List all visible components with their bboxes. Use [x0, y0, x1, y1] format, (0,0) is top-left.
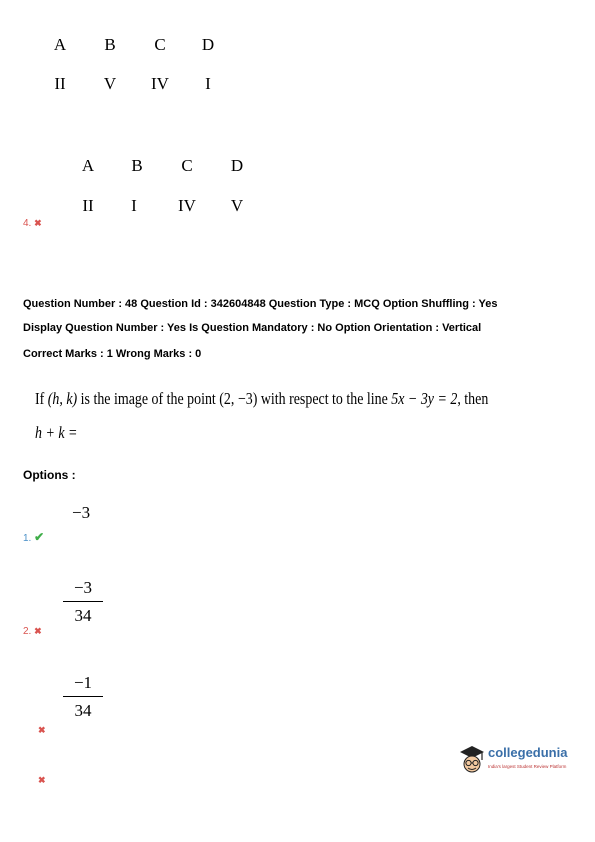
value-c: IV	[178, 196, 196, 215]
graduate-mascot-icon	[458, 744, 486, 778]
line-equation: 5x − 3y = 2	[391, 389, 458, 408]
value-a: II	[82, 196, 94, 215]
option-2-fraction	[63, 578, 103, 626]
fraction-bar	[63, 696, 103, 697]
option-number-label: 4.	[23, 218, 32, 229]
header-b: B	[131, 156, 143, 175]
check-icon: ✔	[34, 530, 45, 544]
value-d: V	[230, 196, 244, 215]
question-meta-line-3: Correct Marks : 1 Wrong Marks : 0	[23, 348, 202, 360]
header-d: D	[201, 35, 215, 54]
denominator: 34	[74, 606, 92, 625]
numerator: −3	[73, 578, 93, 597]
cross-icon: ✖	[38, 725, 46, 735]
value-a: II	[54, 74, 66, 93]
option-number-1	[23, 530, 44, 544]
point-coordinates: (2, −3)	[219, 389, 258, 408]
value-b: I	[131, 196, 137, 215]
header-c: C	[154, 35, 166, 54]
value-c: IV	[151, 74, 169, 93]
option-1-value: −3	[72, 503, 91, 522]
header-b: B	[104, 35, 116, 54]
question-meta-line-2: Display Question Number : Yes Is Question Mandatory : No Option Orientation : Vertical	[23, 322, 482, 334]
denominator: 34	[74, 701, 92, 720]
question-text-line-2: h + k =	[35, 423, 78, 442]
cross-icon: ✖	[38, 775, 46, 785]
option-number-label: 1.	[23, 533, 32, 544]
logo-tagline: India's largest Student Review Platform	[488, 764, 567, 769]
option-3-fraction	[63, 673, 103, 721]
options-label: Options :	[23, 468, 76, 482]
value-b: V	[103, 74, 117, 93]
cross-icon: ✖	[34, 218, 42, 228]
numerator: −1	[73, 673, 93, 692]
value-d: I	[205, 74, 211, 93]
cross-icon: ✖	[34, 626, 42, 636]
option-number-label: 2.	[23, 626, 32, 637]
header-c: C	[181, 156, 193, 175]
option-number-2	[23, 626, 42, 637]
header-d: D	[230, 156, 244, 175]
header-a: A	[53, 35, 67, 54]
fraction-bar	[63, 601, 103, 602]
option-number-4	[23, 218, 42, 229]
logo-name: collegedunia	[488, 745, 568, 760]
point-hk: (h, k)	[47, 389, 78, 408]
collegedunia-logo	[458, 742, 578, 782]
question-text-line-1: If (h, k) is the image of the point (2, −3) with respect to the line 5x − 3y = 2, then	[35, 389, 489, 408]
header-a: A	[81, 156, 95, 175]
question-meta-line-1: Question Number : 48 Question Id : 342604848 Question Type : MCQ Option Shuffling : Yes	[23, 298, 498, 310]
